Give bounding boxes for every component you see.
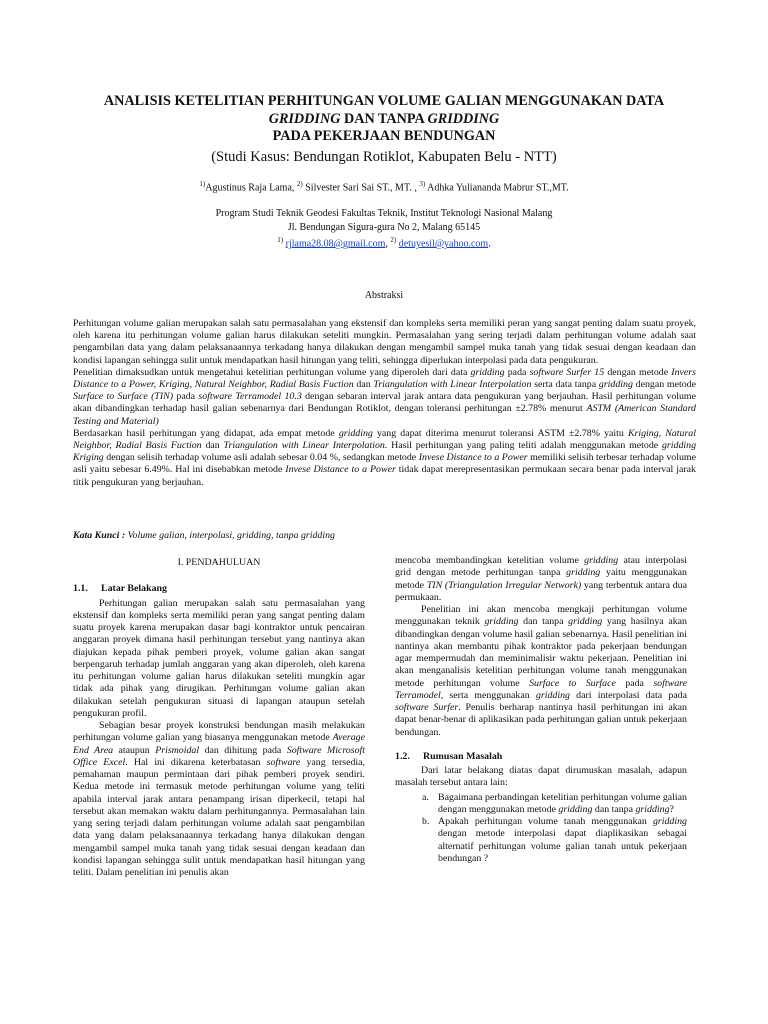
paper-title xyxy=(60,93,708,146)
text-run: ? xyxy=(669,803,674,815)
italic-term: Software Microsoft Office Excel xyxy=(73,744,366,768)
italic-term: software Surfer 15 xyxy=(529,366,605,378)
title-italic-1: GRIDDING xyxy=(268,110,341,127)
text-run: pada xyxy=(615,677,654,689)
italic-term: software Surfer xyxy=(395,702,459,713)
author-3: Adhka Yuliananda Mabrur ST.,MT. xyxy=(425,182,569,194)
italic-term: TIN (Triangulation Irregular Network) xyxy=(426,579,582,591)
text-run: serta data tanpa xyxy=(531,379,599,391)
text-run: dan tanpa xyxy=(518,616,569,628)
author-2: Silvester Sari Sai ST., MT. , xyxy=(302,182,420,194)
abstract-paragraph-2 xyxy=(73,367,696,428)
text-run: dengan selisih terhadap volume asli adalah sebesar 0.04 %, sedangkan metode xyxy=(103,452,419,464)
italic-term: gridding xyxy=(470,366,505,378)
section-heading-introduction: I. PENDAHULUAN xyxy=(177,557,261,568)
email-link-1[interactable]: rjlama28.08@gmail.com xyxy=(285,238,386,250)
text-run: Bagaimana perbandingan ketelitian perhitungan volume galian dengan menggunakan metode xyxy=(438,791,687,815)
text-run: Penelitian dimaksudkan untuk mengetahui ketelitian perhitungan volume yang diperoleh dari data xyxy=(73,366,471,378)
italic-term: gridding Kriging xyxy=(73,440,697,464)
text-run: serta menggunakan xyxy=(443,689,536,701)
intro-paragraph-2 xyxy=(73,720,365,879)
text-run: dan xyxy=(353,379,374,391)
italic-term: software Terramodel, xyxy=(395,677,687,701)
author-3-marker: 3) xyxy=(419,180,426,188)
subsection-title: Rumusan Masalah xyxy=(423,750,503,762)
italic-term: Triangulation with Linear Interpolation. xyxy=(223,440,388,452)
italic-term: Average End Area xyxy=(73,732,365,756)
text-run: mencoba membandingkan ketelitian volume xyxy=(395,555,585,566)
text-run: memiliki selisih terbesar terhadap volume asli yaitu sebesar 6.49%. Hal ini disebabkan metode xyxy=(73,452,696,476)
italic-term: gridding xyxy=(598,379,633,391)
text-run: pada xyxy=(173,391,199,403)
keywords xyxy=(73,530,335,541)
text-run: Hasil perhitungan yang paling teliti adalah menggunakan metode xyxy=(387,440,662,452)
keywords-text: Volume galian, interpolasi, gridding, tanpa gridding xyxy=(125,530,335,541)
subsection-number: 1.2. xyxy=(395,750,410,762)
abstract-heading: Abstraksi xyxy=(364,290,404,301)
author-2-marker: 2) xyxy=(296,180,303,188)
text-run: yang dapat diterima menurut toleransi ASTM ±2.78% yaitu xyxy=(372,427,628,439)
problem-list xyxy=(395,792,687,866)
email-link-2[interactable]: detuyesil@yahoo.com xyxy=(398,238,489,250)
title-italic-2: GRIDDING xyxy=(427,110,500,127)
text-run: Berdasarkan hasil perhitungan yang didapat, ada empat metode xyxy=(73,427,339,439)
text-run: dengan metode xyxy=(604,366,672,378)
text-run: dan tanpa xyxy=(592,803,636,815)
email-1-marker: 1) xyxy=(277,236,284,244)
abstract-paragraph-3 xyxy=(73,428,696,489)
italic-term: gridding xyxy=(535,689,570,701)
italic-term: Invese Distance to a Power xyxy=(418,452,528,464)
intro-paragraph-1: Perhitungan galian merupakan salah satu permasalahan yang ekstensif dan kompleks serta memiliki peran yang sangat penting dalam suatu proyek karena merupakan dasar bagi kontraktor untuk pencairan anggaran proyek dimana hasil perhitungan tersebut yang nantinya akan diajukan kepada pihak pemberi proyek, volume galian akan sangat berpengaruh terhadap jumlah anggaran yang akan diperoleh, oleh karena itu perhitungan volume galian harus dilakukan seteliti mungkin agar tidak ada pihak yang dirugikan. Perhitungan volume galian akan dilakukan setelah pengukuran situasi di lapangan ataupun setelah pengukuran profil. xyxy=(73,597,365,719)
text-run: pada xyxy=(504,366,530,378)
italic-term: Surface to Surface xyxy=(529,677,616,689)
text-run: . Penulis berharap nantinya hasil perhitungan ini akan dapat benar-benar di aplikasikan pada perhitungan galian untuk pekerjaan bendungan. xyxy=(395,702,687,738)
list-item-text xyxy=(438,792,687,815)
italic-term: Kriging, Natural Neighbor, Radial Basis Fuction xyxy=(73,427,696,452)
title-connector: DAN TANPA xyxy=(340,110,428,127)
subsection-number: 1.1. xyxy=(73,583,88,595)
spacer xyxy=(395,739,687,751)
italic-term: gridding xyxy=(652,816,687,827)
title-line-1: ANALISIS KETELITIAN PERHITUNGAN VOLUME GALIAN MENGGUNAKAN DATA xyxy=(103,93,665,109)
text-run: atau interpolasi grid dengan metode perhitungan tanpa xyxy=(395,555,687,579)
text-run: ataupun xyxy=(113,744,156,756)
title-line-3: PADA PEKERJAAN BENDUNGAN xyxy=(272,128,496,144)
email-separator: , xyxy=(385,238,391,250)
italic-term: Triangulation with Linear Interpolation xyxy=(373,379,532,391)
text-run: Apakah perhitungan volume tanah menggunakan xyxy=(438,816,653,827)
text-run: dengan metode interpolasi dapat diaplikasikan sebagai alternatif perhitungan volume galian tanah untuk pekerjaan bendungan ? xyxy=(438,828,687,864)
author-1-marker: 1) xyxy=(199,180,206,188)
subsection-heading-1-1 xyxy=(73,583,365,595)
abstract-paragraph-1: Perhitungan volume galian merupakan salah satu permasalahan yang ekstensif dan kompleks serta memiliki peran yang sangat penting dalam suatu proyek, oleh karena itu perhitungan volume galian harus dilakukan seteliti mungkin. Permasalahan yang sering terjadi dalam perhitungan volume adalah saat pengambilan data yang dalam pelaksanaannya terkadang hanya dilakukan dengan mengambil sampel muka tanah yang tidak sesuai dengan keadaan dan kondisi lapangan sehingga sulit untuk mendapatkan hasil hitungan yang teliti, sehingga diperlukan interpolasi pada data pengukuran. xyxy=(73,318,696,366)
intro-paragraph-3 xyxy=(395,555,687,604)
italic-term: gridding xyxy=(635,803,670,815)
text-run: dengan sebaran interval jarak antara data pengukuran yang berjauhan. Hasil perhitungan volume akan dibandingkan terhadap hasil galian sebenarnya dari Bendungan Rotiklot, dengan toleransi perhitungan ±2.78% menurut xyxy=(73,391,696,415)
text-run: dan xyxy=(201,440,224,452)
text-run: dengan metode xyxy=(632,379,696,391)
italic-term: gridding xyxy=(338,427,373,439)
italic-term: Prismoidal xyxy=(155,744,200,756)
text-run: dari interpolasi data pada xyxy=(569,689,687,701)
right-column xyxy=(395,555,687,865)
list-item xyxy=(395,816,687,865)
text-run: Sebagian besar proyek konstruksi bendungan masih melakukan perhitungan volume galian yang biasanya menggunakan metode xyxy=(73,720,365,744)
italic-term: gridding xyxy=(484,616,519,628)
italic-term: software xyxy=(266,756,301,768)
italic-term: ASTM (American Standard Testing and Material) xyxy=(73,403,696,427)
email-end: . xyxy=(488,238,491,250)
affiliation-emails xyxy=(60,234,708,251)
paper-subtitle: (Studi Kasus: Bendungan Rotiklot, Kabupaten Belu - NTT) xyxy=(211,149,557,165)
text-run: Penelitian ini akan mencoba mengkaji perhitungan volume menggunakan teknik xyxy=(395,604,687,628)
list-item xyxy=(395,792,687,817)
italic-term: gridding xyxy=(568,616,603,628)
text-run: yang terbentuk antara dua permukaan. xyxy=(395,579,687,603)
text-run: yang hasilnya akan dibandingkan dengan volume hasil galian sebenarnya. Hasil penelitian ini nantinya akan membantu pihak kontraktor pada pekerjaan bendungan agar mempermudah dan meminimalisir waktu pekerjaan. Penelitian ini akan menganalisis ketelitian perhitungan volume tanah menggunakan metode perhitungan volume xyxy=(395,616,687,689)
affiliation-address: Jl. Bendungan Sigura-gura No 2, Malang 65145 xyxy=(287,221,481,233)
subsection-heading-1-2 xyxy=(395,751,687,763)
list-item-text xyxy=(438,816,687,864)
problem-intro: Dari latar belakang diatas dapat dirumuskan masalah, adapun masalah tersebut antara lain: xyxy=(395,765,687,789)
italic-term: Surface to Surface (TIN) xyxy=(73,391,174,403)
abstract-body xyxy=(73,318,696,489)
text-run: yaitu menggunakan metode xyxy=(395,567,687,591)
italic-term: gridding xyxy=(584,555,619,566)
text-run: dan dihitung pada xyxy=(199,744,287,756)
email-2-marker: 2) xyxy=(390,236,397,244)
affiliation xyxy=(60,207,708,251)
keywords-label: Kata Kunci : xyxy=(73,530,126,541)
list-marker: b. xyxy=(422,816,430,827)
italic-term: software Terramodel 10.3 xyxy=(198,391,302,403)
text-run: yang tersedia, pemahaman maupun permintaan dari pihak pemberi proyek sendiri. Kedua metode ini termasuk metode perhitungan volume yang teliti apabila interval jarak antara penampang irisan diperkecil, tetapi hal tersebut akan memakan waktu dalam perhitungannya. Permasalahan lain yang sering terjadi dalam perhitungan volume adalah saat pengambilan data yang dalam pelaksanaannya terkadang hanya dilakukan dengan mengambil sampel muka tanah yang tidak sesuai dengan keadaan dan kondisi lapangan sehingga sulit untuk mendapatkan hasil hitungan yang teliti. Dalam penelitian ini penulis akan xyxy=(73,756,365,878)
author-1: Agustinus Raja Lama, xyxy=(205,182,297,194)
intro-paragraph-4 xyxy=(395,604,687,739)
italic-term: gridding xyxy=(566,567,601,579)
subsection-title: Latar Belakang xyxy=(101,583,167,595)
italic-term: gridding xyxy=(558,803,593,815)
text-run: tidak dapat merepresentasikan permukaan secara benar pada interval jarak titik pengukuran yang berjauhan. xyxy=(73,464,696,488)
title-line-2 xyxy=(60,111,708,129)
list-marker: a. xyxy=(422,791,429,803)
italic-term: Invese Distance to a Power xyxy=(285,464,396,476)
author-list xyxy=(60,180,708,193)
affiliation-institution: Program Studi Teknik Geodesi Fakultas Teknik, Institut Teknologi Nasional Malang xyxy=(215,208,553,219)
left-column xyxy=(73,557,365,879)
text-run: . Hal ini dikarena keterbatasan xyxy=(125,756,267,768)
italic-term: Invers Distance to a Power, Kriging, Natural Neighbor, Radial Basis Fuction xyxy=(73,366,696,391)
